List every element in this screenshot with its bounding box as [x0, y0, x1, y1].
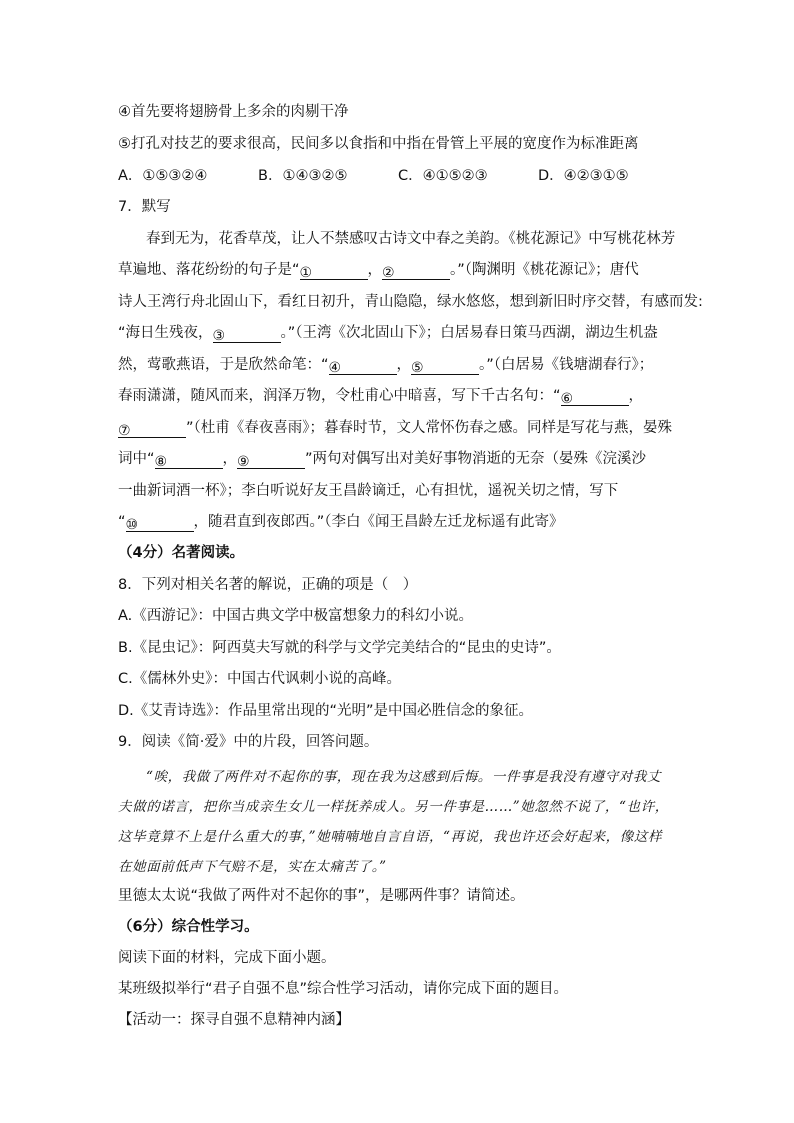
q7-line-2: 草遍地、落花纷纷的句子是“① ，② 。”（陶渊明《桃花源记》；唐代 — [118, 262, 639, 281]
q7-title: 7．默写 — [118, 199, 171, 215]
q9-passage-line-3: 这毕竟算不上是什么重大的事，”她喃喃地自言自语，“再说，我也许还会好起来，像这样 — [118, 829, 663, 845]
comp-activity-heading: 【活动一：探寻自强不息精神内涵】 — [118, 1012, 350, 1028]
q6-options — [118, 166, 678, 186]
q7-line-5: 然，莺歌燕语，于是欣然命笔：“④ ，⑤ 。”（白居易《钱塘湖春行》； — [118, 357, 654, 376]
answer-blank-7[interactable]: ⑦ — [118, 421, 186, 438]
q9-passage-line-1: “唉，我做了两件对不起你的事，现在我为这感到后悔。一件事是我没有遵守对我丈 — [146, 769, 662, 785]
q6-option-a[interactable]: A．①⑤③②④ — [118, 168, 208, 184]
answer-blank-4[interactable]: ④ — [329, 358, 397, 375]
q6-item-5: ⑤打孔对技艺的要求很高，民间多以食指和中指在骨管上平展的宽度作为标准距离 — [118, 136, 639, 152]
answer-blank-8[interactable]: ⑧ — [155, 452, 223, 469]
q8-option-a[interactable]: A.《西游记》：中国古典文学中极富想象力的科幻小说。 — [118, 608, 474, 624]
q9-passage-line-4: 在她面前低声下气赔不是，实在太痛苦了。” — [118, 859, 387, 875]
q8-option-b[interactable]: B.《昆虫记》：阿西莫夫写就的科学与文学完美结合的“昆虫的史诗”。 — [118, 640, 561, 656]
q9-question: 里德太太说“我做了两件对不起你的事”，是哪两件事？请简述。 — [118, 888, 525, 904]
q6-option-b[interactable]: B．①④③②⑤ — [258, 168, 348, 184]
q8-option-c[interactable]: C.《儒林外史》：中国古代讽刺小说的高峰。 — [118, 671, 401, 687]
q8-option-d[interactable]: D.《艾青诗选》：作品里常出现的“光明”是中国必胜信念的象征。 — [118, 703, 534, 719]
q7-line-6: 春雨潇潇，随风而来，润泽万物，令杜甫心中暗喜，写下千古名句：“⑥ ， — [118, 388, 644, 407]
q6-option-c[interactable]: C．④①⑤②③ — [398, 168, 488, 184]
section-heading-reading: （4分）名著阅读。 — [118, 545, 245, 561]
q7-line-8: 词中“⑧ ，⑨ ”两句对偶写出对美好事物消逝的无奈（晏殊《浣溪沙 — [118, 451, 647, 470]
answer-blank-1[interactable]: ① — [300, 263, 368, 280]
comp-line-2: 某班级拟举行“君子自强不息”综合性学习活动，请你完成下面的题目。 — [118, 981, 569, 997]
answer-blank-10[interactable]: ⑩ — [126, 515, 194, 532]
answer-blank-2[interactable]: ② — [382, 263, 450, 280]
answer-blank-6[interactable]: ⑥ — [561, 389, 629, 406]
section-heading-comprehensive: （6分）综合性学习。 — [118, 919, 259, 935]
comp-line-1: 阅读下面的材料，完成下面小题。 — [118, 950, 336, 966]
q6-option-d[interactable]: D．④②③①⑤ — [538, 168, 629, 184]
q8-title: 8．下列对相关名著的解说，正确的项是（ ） — [118, 577, 418, 593]
q7-line-10: “⑩ ，随君直到夜郎西。”（李白《闻王昌龄左迁龙标遥有此寄》 — [118, 514, 564, 533]
answer-blank-9[interactable]: ⑨ — [237, 452, 305, 469]
q9-title: 9．阅读《简·爱》中的片段，回答问题。 — [118, 734, 379, 750]
q9-passage-line-2: 夫做的诺言，把你当成亲生女儿一样抚养成人。另一件事是……”她忽然不说了，“也许， — [118, 799, 669, 815]
q7-line-4: “海日生残夜，③ 。”（王湾《次北固山下》；白居易春日策马西湖，湖边生机盎 — [118, 325, 658, 344]
answer-blank-3[interactable]: ③ — [213, 326, 281, 343]
q7-line-9: 一曲新词酒一杯》；李白听说好友王昌龄谪迁，心有担忧，遥祝关切之情，写下 — [118, 483, 619, 499]
q7-line-3: 诗人王湾行舟北固山下，看红日初升，青山隐隐，绿水悠悠，想到新旧时序交替，有感而发: — [118, 294, 703, 310]
q6-item-4: ④首先要将翅膀骨上多余的肉剔干净 — [118, 104, 349, 120]
answer-blank-5[interactable]: ⑤ — [411, 358, 479, 375]
q7-line-7: ⑦ ”（杜甫《春夜喜雨》；暮春时节，文人常怀伤春之感。同样是写花与燕，晏殊 — [118, 420, 673, 439]
q7-line-1: 春到无为，花香草茂，让人不禁感叹古诗文中春之美韵。《桃花源记》中写桃花林芳 — [146, 231, 676, 247]
